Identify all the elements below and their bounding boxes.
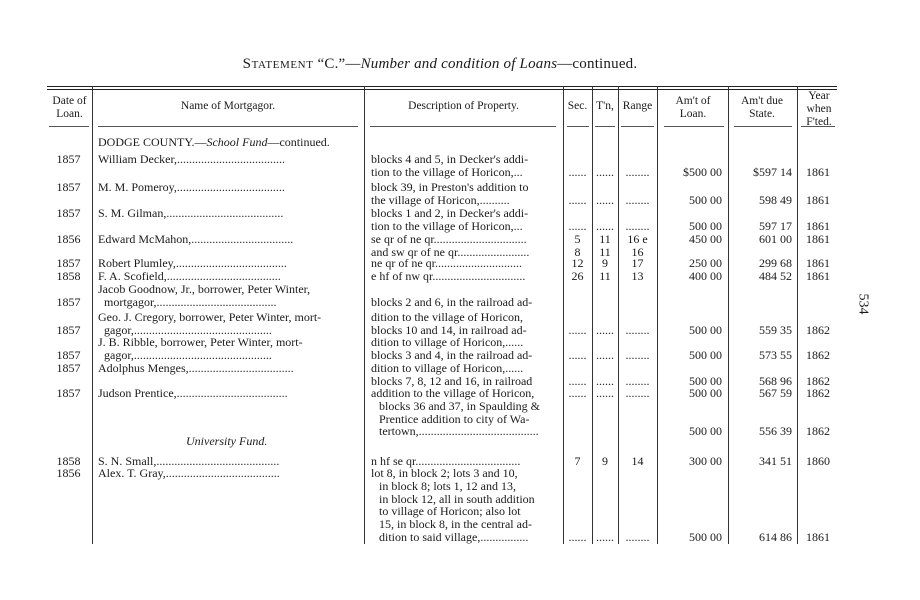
cell-due: 341 51 <box>759 454 792 468</box>
cell-sec: ...... <box>568 192 587 207</box>
mortgagor-name: S. M. Gilman,....................................... <box>98 206 284 220</box>
loan-date: 1857 <box>56 386 81 400</box>
property-description: 15, in block 8, in the central ad- <box>379 517 532 532</box>
col-divider <box>592 86 593 544</box>
property-description: Prentice addition to city of Wa- <box>379 411 530 426</box>
group-fund: School Fund <box>206 135 268 149</box>
cell-range: 13 <box>631 269 644 283</box>
cell-due: 299 68 <box>759 256 792 270</box>
header-loan: Am't of Loan. <box>675 95 711 120</box>
property-description: e hf of nw qr............................... <box>371 269 526 283</box>
cell-sec: 7 <box>574 454 581 468</box>
cell-due: 601 00 <box>759 232 792 246</box>
property-description: blocks 10 and 14, in railroad ad- <box>371 322 527 337</box>
mortgagor-name: Alex. T. Gray,...................................... <box>98 466 280 480</box>
property-description: tion to the village of Horicon,... <box>371 218 523 233</box>
header-date: Date of Loan. <box>52 95 87 120</box>
cell-loan: $500 00 <box>683 164 722 179</box>
cell-tn: ...... <box>596 192 614 207</box>
loan-date: 1856 <box>56 232 81 246</box>
property-description: block 39, in Preston's addition to <box>371 180 529 194</box>
loan-date: 1858 <box>56 269 81 283</box>
property-description: ne qr of ne qr............................. <box>371 256 522 270</box>
property-description: blocks 7, 8, 12 and 16, in railroad <box>371 373 533 388</box>
mortgagor-name: Adolphus Menges,................................... <box>98 361 294 375</box>
cell-tn: ...... <box>596 164 614 179</box>
cell-range: ........ <box>625 386 650 400</box>
cell-sec: 12 <box>571 256 584 270</box>
property-description: blocks 3 and 4, in the railroad ad- <box>371 347 533 362</box>
mortgagor-name: M. M. Pomeroy,.................................... <box>98 180 285 194</box>
cell-tn: 9 <box>602 454 608 468</box>
cell-due: 573 55 <box>759 347 792 362</box>
cell-range: ........ <box>625 373 650 388</box>
group-fund-university: University Fund. <box>186 434 268 448</box>
col-divider <box>657 86 658 544</box>
mortgagor-name: Geo. J. Cregory, borrower, Peter Winter, mort- <box>98 310 322 324</box>
cell-sec: ...... <box>568 322 587 337</box>
cell-sec: ...... <box>568 164 587 179</box>
cell-sec: ...... <box>568 530 587 544</box>
group-county: DODGE COUNTY.— <box>98 135 207 149</box>
property-description: tertown,........................................ <box>379 424 539 439</box>
cell-range: ........ <box>625 530 650 544</box>
loan-date: 1857 <box>56 294 81 309</box>
header-underline <box>621 126 654 127</box>
cell-loan: 500 00 <box>689 386 722 400</box>
cell-range: ........ <box>625 347 650 362</box>
cell-year: 1862 <box>806 373 830 388</box>
loan-date: 1857 <box>56 256 81 270</box>
cell-year: 1861 <box>806 232 830 246</box>
cell-tn: ...... <box>596 386 614 400</box>
header-name: Name of Mortgagor. <box>180 100 276 112</box>
header-underline <box>595 126 615 127</box>
title-italic: Number and condition of Loans <box>360 56 558 72</box>
header-underline <box>370 126 556 127</box>
group-cont: —continued. <box>267 135 330 149</box>
cell-tn: 9 <box>602 256 608 270</box>
cell-year: 1861 <box>806 218 830 233</box>
cell-year: 1861 <box>806 192 830 207</box>
col-divider <box>618 86 619 544</box>
cell-range: 17 <box>631 256 644 270</box>
cell-due: $597 14 <box>753 164 792 179</box>
header-underline <box>49 126 89 127</box>
cell-range: 16 e <box>627 232 648 246</box>
col-divider <box>728 86 729 544</box>
loan-date: 1857 <box>56 322 81 337</box>
header-underline <box>664 126 724 127</box>
cell-loan: 500 00 <box>689 347 722 362</box>
cell-range: ........ <box>625 192 650 207</box>
cell-loan: 500 00 <box>689 322 722 337</box>
mortgagor-name: F. A. Scofield,...................................... <box>98 269 281 283</box>
cell-year: 1862 <box>806 347 830 362</box>
table-top-rule-2 <box>47 89 837 90</box>
header-underline <box>734 126 792 127</box>
cell-range: ........ <box>625 322 650 337</box>
page-title <box>0 56 880 73</box>
cell-sec: ...... <box>568 386 587 400</box>
group-heading-university <box>186 434 267 449</box>
header-year: Year when F'ted. <box>806 90 832 128</box>
loan-date: 1857 <box>56 180 81 194</box>
property-description: dition to village of Horicon,...... <box>371 335 524 349</box>
cell-range: ........ <box>625 164 650 179</box>
loan-date: 1858 <box>56 454 81 468</box>
cell-due: 484 52 <box>759 269 792 283</box>
property-description: blocks 36 and 37, in Spaulding & <box>379 398 540 413</box>
header-tn: T'n, <box>596 100 614 112</box>
cell-loan: 450 00 <box>689 232 722 246</box>
cell-due: 614 86 <box>759 530 792 544</box>
loan-date: 1857 <box>56 361 81 375</box>
cell-due: 568 96 <box>759 373 792 388</box>
property-description: the village of Horicon,.......... <box>371 192 510 207</box>
mortgagor-name: William Decker,.................................... <box>98 152 286 166</box>
table-top-rule <box>47 86 837 87</box>
cell-sec: ...... <box>568 373 587 388</box>
cell-due: 559 35 <box>759 322 792 337</box>
cell-loan: 500 00 <box>689 530 722 544</box>
property-description: addition to the village of Horicon, <box>371 386 535 400</box>
col-divider <box>92 86 93 544</box>
cell-year: 1861 <box>806 530 830 544</box>
col-divider <box>563 86 564 544</box>
cell-sec: ...... <box>568 218 587 233</box>
cell-range: 14 <box>631 454 644 468</box>
property-description: dition to the village of Horicon, <box>371 310 523 324</box>
mortgagor-name: S. N. Small,......................................... <box>98 454 280 468</box>
cell-due: 556 39 <box>759 424 792 439</box>
property-description: lot 8, in block 2; lots 3 and 10, <box>371 466 518 480</box>
mortgagor-name: Jacob Goodnow, Jr., borrower, Peter Winter, <box>98 282 311 296</box>
header-range: Range <box>622 100 653 112</box>
cell-due: 567 59 <box>759 386 792 400</box>
property-description: to village of Horicon; also lot <box>379 504 521 519</box>
cell-loan: 500 00 <box>689 424 722 439</box>
header-desc: Description of Property. <box>408 100 519 112</box>
mortgagor-name: J. B. Ribble, borrower, Peter Winter, mort- <box>98 335 303 349</box>
cell-year: 1861 <box>806 164 830 179</box>
header-sec: Sec. <box>567 100 588 112</box>
cell-loan: 500 00 <box>689 192 722 207</box>
mortgagor-name: Edward McMahon,.................................. <box>98 232 294 246</box>
cell-tn: 11 <box>599 232 611 246</box>
cell-loan: 500 00 <box>689 373 722 388</box>
property-description: in block 8; lots 1, 12 and 13, <box>379 478 516 493</box>
cell-tn: ...... <box>596 530 614 544</box>
cell-tn: ...... <box>596 322 614 337</box>
cell-year: 1860 <box>806 454 830 468</box>
loan-date: 1856 <box>56 466 81 480</box>
cell-tn: ...... <box>596 373 614 388</box>
header-underline <box>98 126 358 127</box>
mortgagor-name: Robert Plumley,..................................... <box>98 256 287 270</box>
cell-loan: 400 00 <box>689 269 722 283</box>
title-label: “C.”— <box>317 56 361 72</box>
cell-sec: 5 <box>574 232 581 246</box>
cell-due: 598 49 <box>759 192 792 207</box>
property-description: in block 12, all in south addition <box>379 491 535 506</box>
cell-sec: 8 <box>574 244 581 259</box>
mortgagor-name: mortgagor,........................................ <box>104 294 277 309</box>
cell-tn: ...... <box>596 218 614 233</box>
mortgagor-name: gagor,.............................................. <box>104 347 272 362</box>
cell-sec: 26 <box>571 269 584 283</box>
property-description: and sw qr of ne qr........................ <box>371 244 530 259</box>
property-description: blocks 2 and 6, in the railroad ad- <box>371 294 533 309</box>
cell-due: 597 17 <box>759 218 792 233</box>
cell-year: 1861 <box>806 256 830 270</box>
cell-loan: 250 00 <box>689 256 722 270</box>
property-description: tion to the village of Horicon,... <box>371 164 523 179</box>
property-description: n hf se qr................................... <box>371 454 521 468</box>
cell-sec: ...... <box>568 347 587 362</box>
header-underline <box>567 126 589 127</box>
cell-year: 1862 <box>806 322 830 337</box>
header-underline <box>801 126 835 127</box>
loan-date: 1857 <box>56 347 81 362</box>
loan-date: 1857 <box>56 206 81 220</box>
cell-year: 1862 <box>806 386 830 400</box>
cell-range: 16 <box>631 244 644 259</box>
property-description: se qr of ne qr............................... <box>371 232 527 246</box>
cell-year: 1861 <box>806 269 830 283</box>
group-heading-dodge <box>98 135 330 150</box>
property-description: dition to said village,................ <box>379 530 529 544</box>
property-description: dition to village of Horicon,...... <box>371 361 524 375</box>
page-number: 534 <box>855 293 871 315</box>
col-divider <box>364 86 365 544</box>
title-suffix: —continued. <box>557 56 638 72</box>
mortgagor-name: Judson Prentice,..................................... <box>98 386 288 400</box>
title-prefix: Statement <box>242 56 314 72</box>
mortgagor-name: gagor,.............................................. <box>104 322 272 337</box>
cell-tn: 11 <box>599 269 611 283</box>
property-description: blocks 1 and 2, in Decker's addi- <box>371 206 529 220</box>
property-description: blocks 4 and 5, in Decker's addi- <box>371 152 529 166</box>
col-divider <box>797 86 798 544</box>
cell-range: ........ <box>625 218 650 233</box>
cell-loan: 500 00 <box>689 218 722 233</box>
loan-date: 1857 <box>56 152 81 166</box>
cell-tn: 11 <box>599 244 611 259</box>
cell-tn: ...... <box>596 347 614 362</box>
header-due: Am't due State. <box>741 95 783 120</box>
cell-year: 1862 <box>806 424 830 439</box>
cell-loan: 300 00 <box>689 454 722 468</box>
